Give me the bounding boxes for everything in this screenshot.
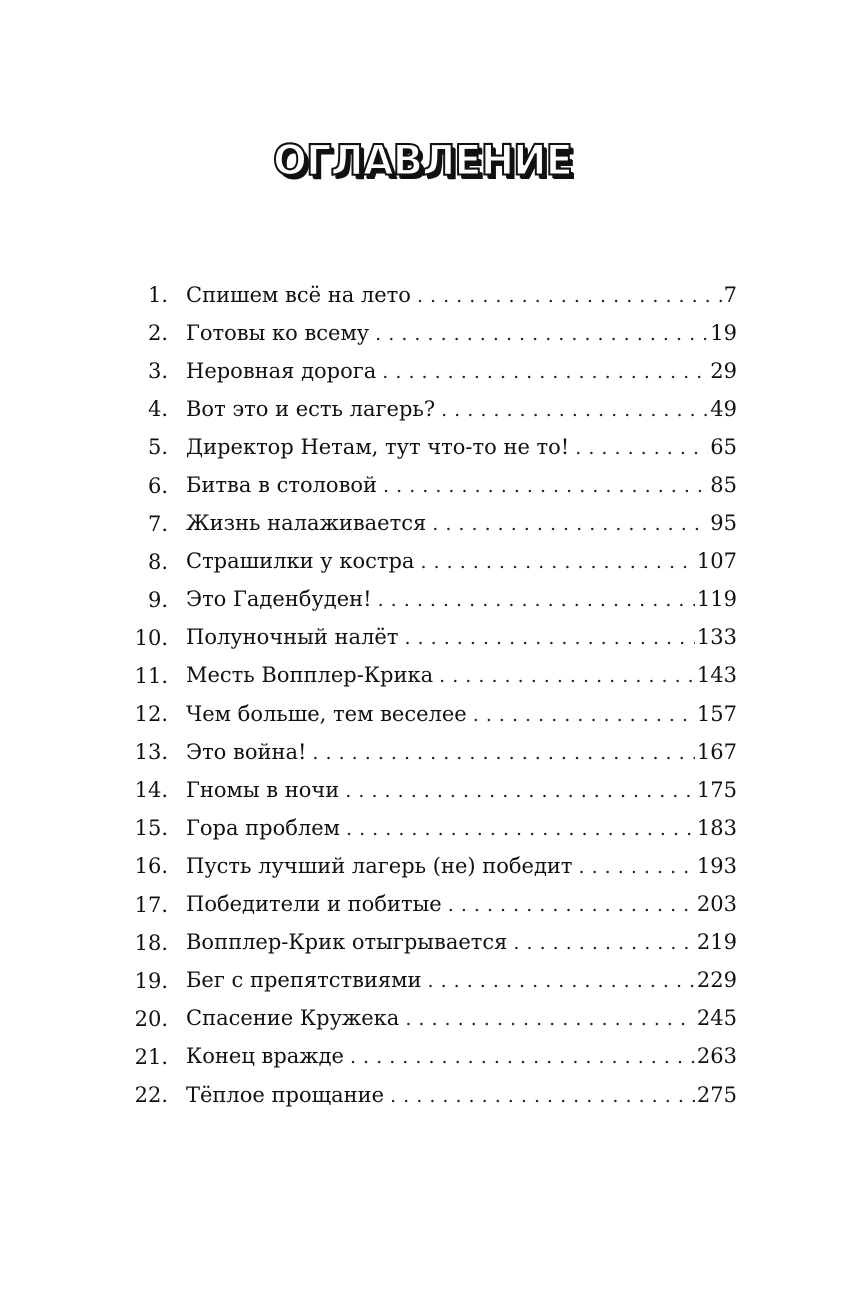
toc-entry-page: 245 [696,1006,737,1031]
toc-entry-page: 49 [710,396,737,421]
toc-entry-line [186,542,737,581]
toc-entry-page: 143 [696,663,737,688]
toc-entry-number: 19. [134,968,168,993]
toc-entry-page: 229 [696,968,737,993]
toc-entry [0,657,845,695]
toc-entry-title: Директор Нетам, тут что-то не то! [186,434,570,459]
toc-entry-title: Гномы в ночи [186,777,340,802]
toc-entry [0,886,845,924]
toc-entry-number: 21. [134,1044,168,1069]
dot-leader [439,657,695,695]
toc-entry-number: 10. [134,625,168,650]
toc-entry-page: 65 [710,434,737,459]
dot-leader [405,1000,695,1038]
toc-entry-line [186,314,737,353]
toc-entry-number: 15. [134,816,168,841]
toc-entry-page: 263 [696,1044,737,1069]
toc-entry [0,962,845,1000]
dot-leader [350,1038,695,1076]
toc-entry-page: 19 [710,320,737,345]
toc-entry-number: 4. [147,397,168,422]
toc-entry-page: 219 [696,930,737,955]
toc-entry-title: Конец вражде [186,1044,344,1069]
toc-entry-number: 7. [147,511,168,536]
toc-entry-page: 29 [710,358,737,383]
dot-leader [383,467,708,505]
toc-entry [0,619,845,657]
toc-entry-number: 22. [134,1083,168,1108]
toc-entry-title: Чем больше, тем веселее [186,701,467,726]
toc-entry-number: 18. [134,930,168,955]
toc-entry [0,543,845,581]
toc-entry [0,847,845,885]
toc-entry-title: Пусть лучший лагерь (не) победит [186,853,573,878]
toc-entry-line [186,809,737,848]
toc-entry-number: 14. [134,778,168,803]
page-title: ОГЛАВЛЕНИЕ [273,136,572,186]
dot-leader [390,1077,695,1115]
toc-entry [0,428,845,466]
toc-entry-title: Тёплое прощание [186,1082,385,1107]
dot-leader [427,962,694,1000]
toc-entry-page: 183 [696,815,737,840]
toc-entry-line [186,276,737,315]
toc-entry-title: Гора проблем [186,815,341,840]
dot-leader [375,315,708,353]
toc-entry [0,314,845,352]
toc-entry [0,1000,845,1038]
toc-entry-page: 85 [710,473,737,498]
toc-entry-page: 133 [696,625,737,650]
toc-entry [0,1076,845,1114]
toc-entry-line [186,428,737,467]
toc-entry-title: Полуночный налёт [186,625,399,650]
toc-entry-title: Жизнь налаживается [186,511,427,536]
toc-entry-number: 2. [147,321,168,346]
toc-entry-line [186,771,737,810]
toc-entry [0,581,845,619]
toc-entry-number: 1. [147,283,168,308]
toc-entry-line [186,504,737,543]
toc-entry-line [186,1037,737,1076]
toc-entry-number: 8. [147,549,168,574]
dot-leader [448,886,695,924]
toc-entry-title: Спасение Кружека [186,1006,400,1031]
toc-entry-title: Месть Вопплер-Крика [186,663,434,688]
toc-entry-line [186,352,737,391]
toc-entry-number: 12. [134,702,168,727]
dot-leader [420,543,694,581]
toc-entry-line [186,695,737,734]
dot-leader [579,848,695,886]
toc-entry [0,276,845,314]
dot-leader [312,734,694,772]
dot-leader [473,696,695,734]
toc-entry-page: 7 [723,282,737,307]
toc-entry-number: 11. [134,663,168,688]
toc-entry-title: Спишем всё на лето [186,282,411,307]
toc-entry [0,390,845,428]
toc-entry-line [186,733,737,772]
toc-entry-title: Победители и побитые [186,892,442,917]
toc-entry-page: 95 [710,511,737,536]
dot-leader [345,772,695,810]
toc-entry-number: 5. [147,435,168,460]
toc-entry-line [186,580,737,619]
toc-entry-line [186,999,737,1038]
dot-leader [513,924,695,962]
toc-entry-title: Это Гаденбуден! [186,587,372,612]
dot-leader [378,581,695,619]
toc-entry-title: Готовы ко всему [186,320,370,345]
toc-entry-title: Вот это и есть лагерь? [186,396,436,421]
toc-entry-title: Неровная дорога [186,358,377,383]
toc-entry-number: 3. [147,359,168,384]
toc-entry-page: 175 [696,777,737,802]
toc-entry [0,809,845,847]
toc-entry-page: 157 [696,701,737,726]
toc-entry-line [186,961,737,1000]
table-of-contents [0,276,845,1114]
toc-entry-number: 16. [134,854,168,879]
toc-entry [0,771,845,809]
toc-entry-number: 13. [134,740,168,765]
dot-leader [404,619,694,657]
toc-entry [0,505,845,543]
toc-entry-title: Это война! [186,739,307,764]
toc-entry-title: Страшилки у костра [186,549,415,574]
toc-entry-line [186,618,737,657]
toc-entry-line [186,923,737,962]
toc-entry-line [186,466,737,505]
dot-leader [417,277,722,315]
toc-entry-page: 119 [696,587,737,612]
toc-entry-page: 167 [696,739,737,764]
toc-entry [0,695,845,733]
toc-entry-page: 193 [696,853,737,878]
toc-entry-line [186,656,737,695]
toc-entry-number: 6. [147,473,168,498]
toc-entry-line [186,847,737,886]
dot-leader [575,429,708,467]
dot-leader [432,505,708,543]
toc-entry-number: 20. [134,1006,168,1031]
dot-leader [441,391,708,429]
toc-entry-line [186,1076,737,1115]
toc-entry-number: 17. [134,892,168,917]
toc-entry-number: 9. [147,587,168,612]
toc-entry-line [186,885,737,924]
toc-entry [0,466,845,504]
toc-entry [0,733,845,771]
toc-entry-page: 275 [696,1082,737,1107]
toc-entry-title: Вопплер-Крик отыгрывается [186,930,508,955]
toc-entry [0,924,845,962]
toc-entry-page: 203 [696,892,737,917]
toc-entry-title: Битва в столовой [186,473,378,498]
toc-entry [0,352,845,390]
toc-entry-line [186,390,737,429]
dot-leader [346,810,695,848]
toc-entry-title: Бег с препятствиями [186,968,422,993]
toc-entry [0,1038,845,1076]
toc-entry-page: 107 [696,549,737,574]
dot-leader [382,353,708,391]
